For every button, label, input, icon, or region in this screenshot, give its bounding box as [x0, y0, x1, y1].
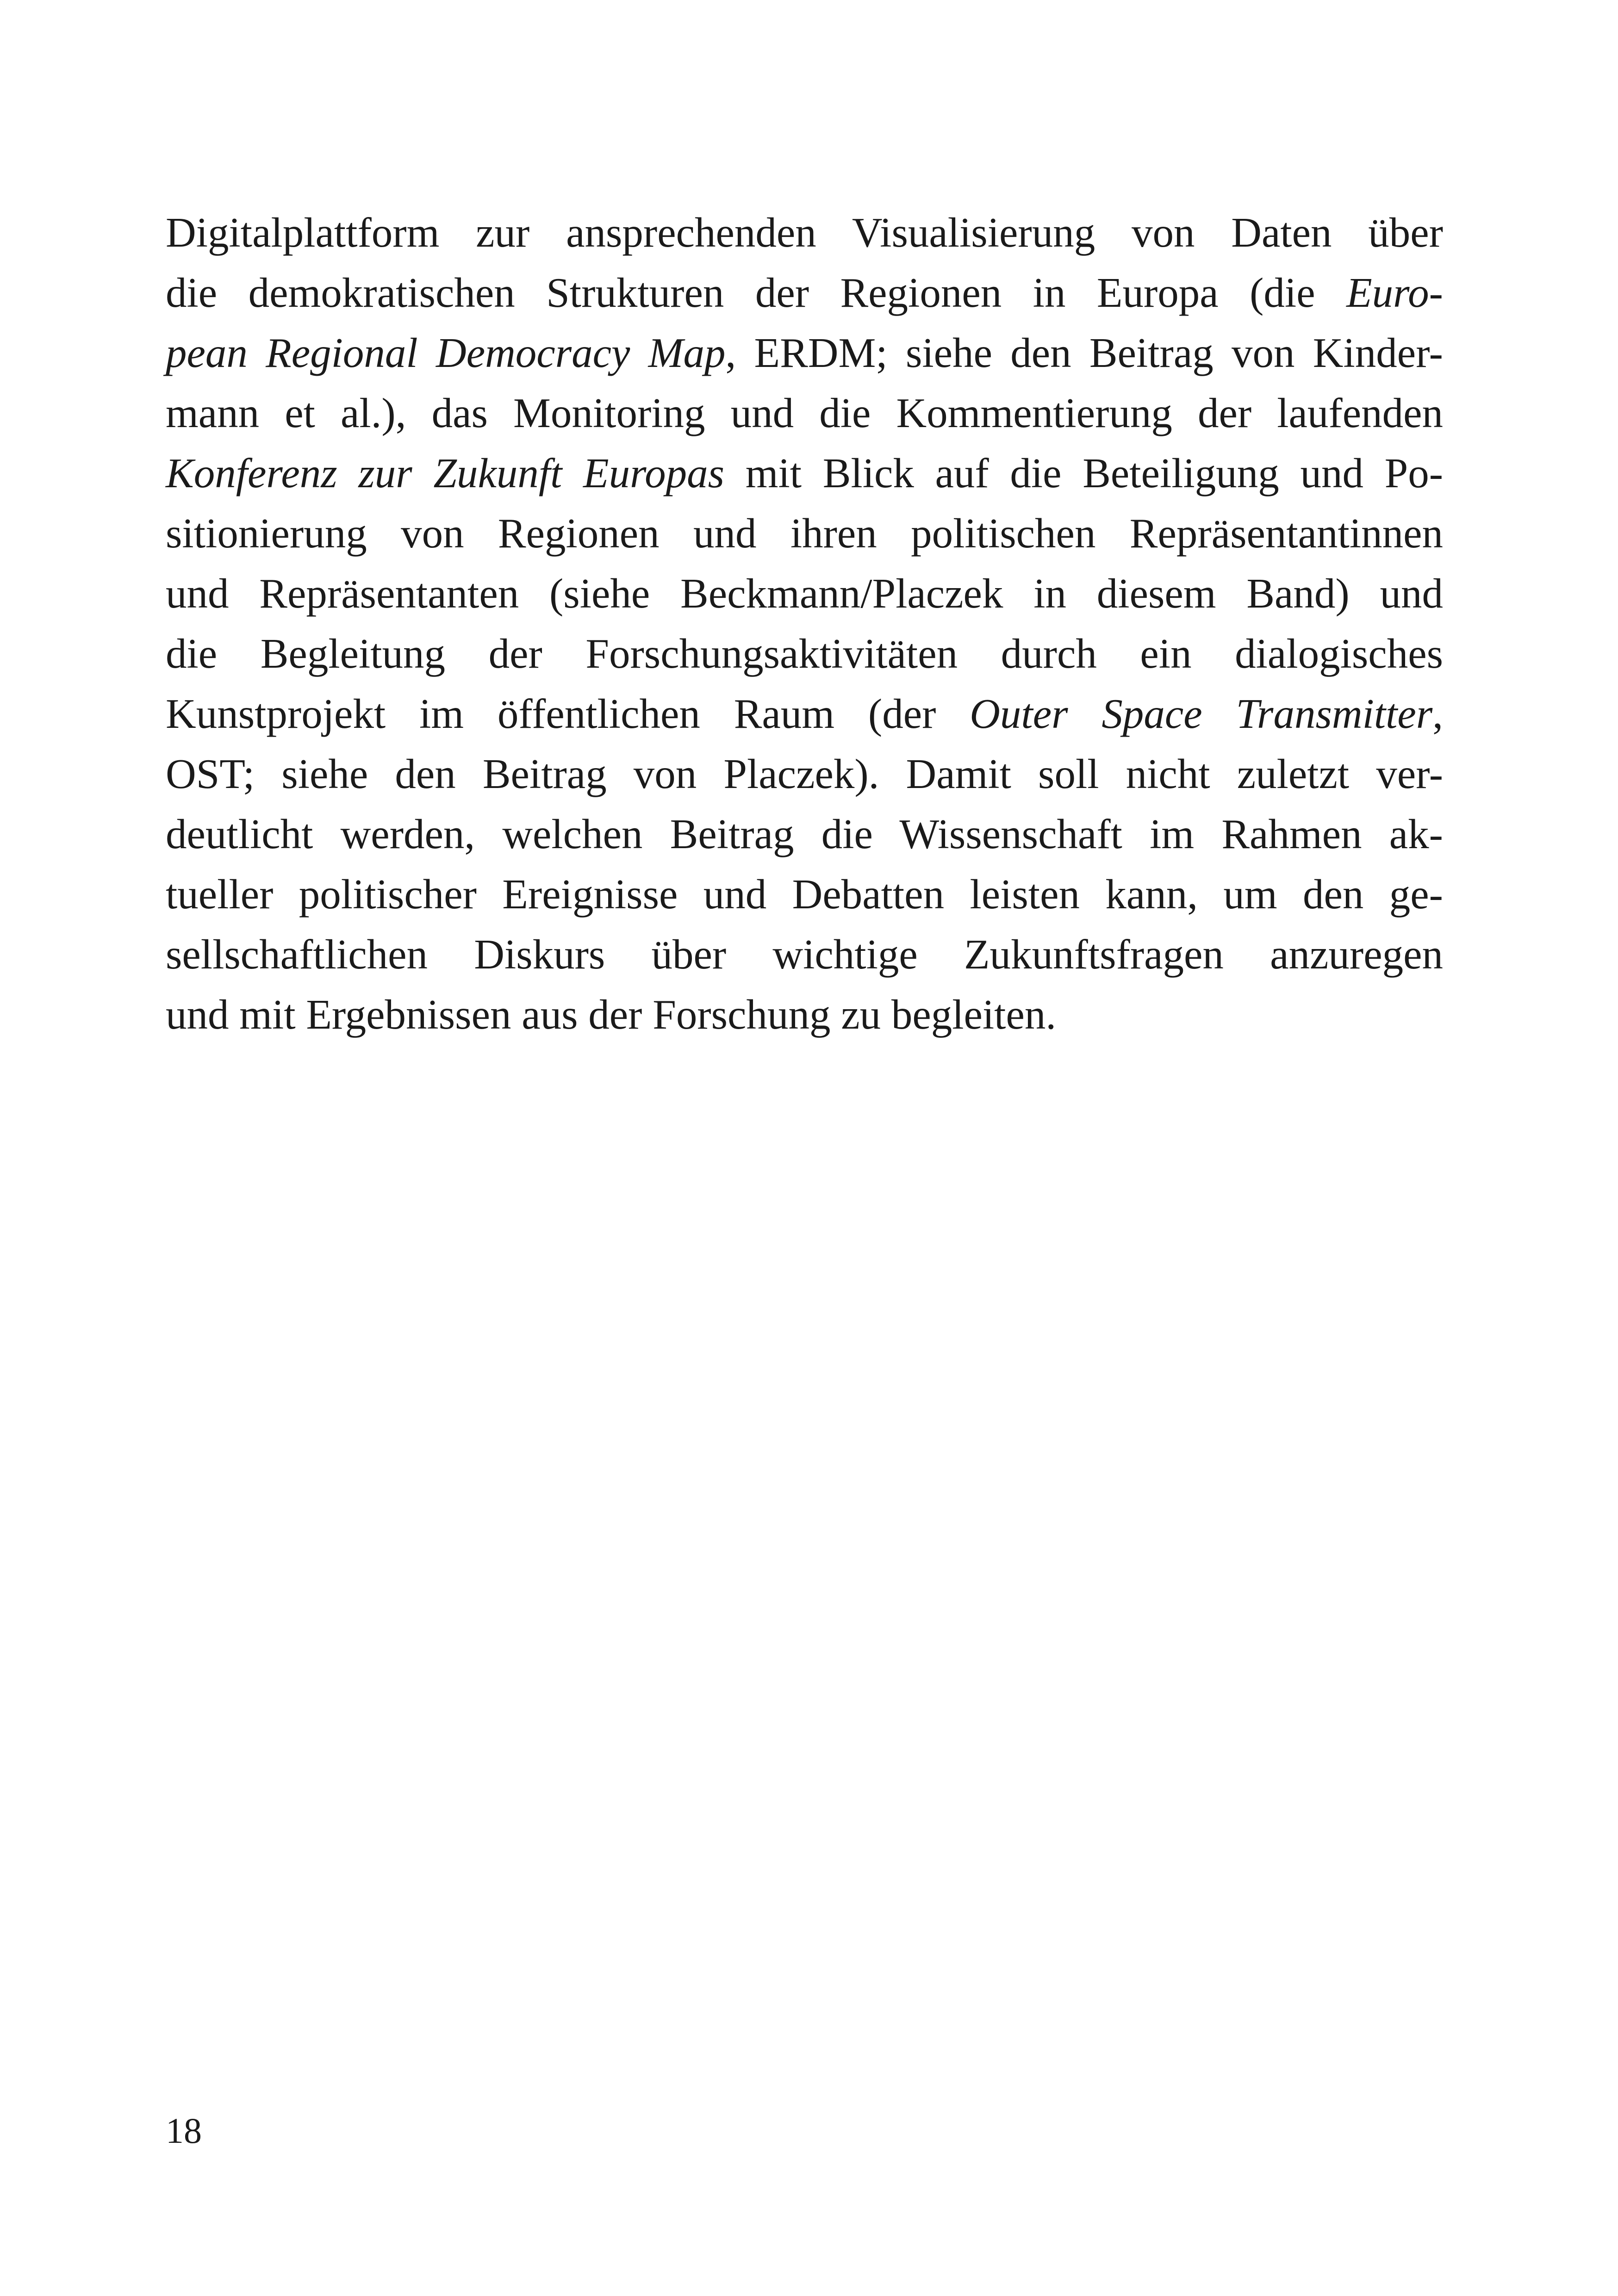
text-run: mann et al.), das Monitoring und die Kommentierung der laufenden	[166, 390, 1443, 436]
text-line	[166, 503, 1443, 564]
text-run: mit Blick auf die Beteiligung und Po-	[724, 450, 1444, 496]
text-run: und mit Ergebnissen aus der Forschung zu begleiten.	[166, 991, 1057, 1038]
text-run: und Repräsentanten (siehe Beckmann/Placzek in diesem Band) und	[166, 570, 1443, 617]
text-run: Digitalplattform zur ansprechenden Visualisierung von Daten über	[166, 209, 1443, 256]
text-line	[166, 383, 1443, 443]
text-run: sitionierung von Regionen und ihren politischen Repräsentantinnen	[166, 510, 1443, 557]
text-line	[166, 323, 1443, 383]
text-run: , ERDM; siehe den Beitrag von Kinder-	[725, 329, 1443, 376]
text-line	[166, 564, 1443, 624]
text-line	[166, 744, 1443, 804]
text-line	[166, 684, 1443, 744]
text-run: Kunstprojekt im öffentlichen Raum (der	[166, 690, 970, 737]
text-line	[166, 624, 1443, 684]
text-run: deutlicht werden, welchen Beitrag die Wissenschaft im Rahmen ak-	[166, 811, 1443, 857]
text-run: die demokratischen Strukturen der Regionen in Europa (die	[166, 269, 1347, 316]
page-number: 18	[166, 2110, 202, 2151]
text-line	[166, 263, 1443, 323]
text-run: OST; siehe den Beitrag von Placzek). Damit soll nicht zuletzt ver-	[166, 751, 1443, 797]
text-run: die Begleitung der Forschungsaktivitäten durch ein dialogisches	[166, 630, 1443, 677]
italic-text: Outer Space Transmitter	[970, 690, 1433, 737]
text-line	[166, 203, 1443, 263]
text-line	[166, 925, 1443, 985]
italic-text: Euro-	[1346, 269, 1443, 316]
italic-text: pean Regional Democracy Map	[166, 329, 726, 376]
text-run: sellschaftlichen Diskurs über wichtige Zukunftsfragen anzuregen	[166, 931, 1443, 978]
text-run: tueller politischer Ereignisse und Debatten leisten kann, um den ge-	[166, 871, 1443, 918]
italic-text: Konferenz zur Zukunft Europas	[166, 450, 725, 496]
body-paragraph	[166, 203, 1443, 1045]
text-line	[166, 864, 1443, 925]
text-line	[166, 804, 1443, 864]
text-line	[166, 443, 1443, 503]
text-run: ,	[1432, 690, 1443, 737]
text-line	[166, 985, 1443, 1045]
